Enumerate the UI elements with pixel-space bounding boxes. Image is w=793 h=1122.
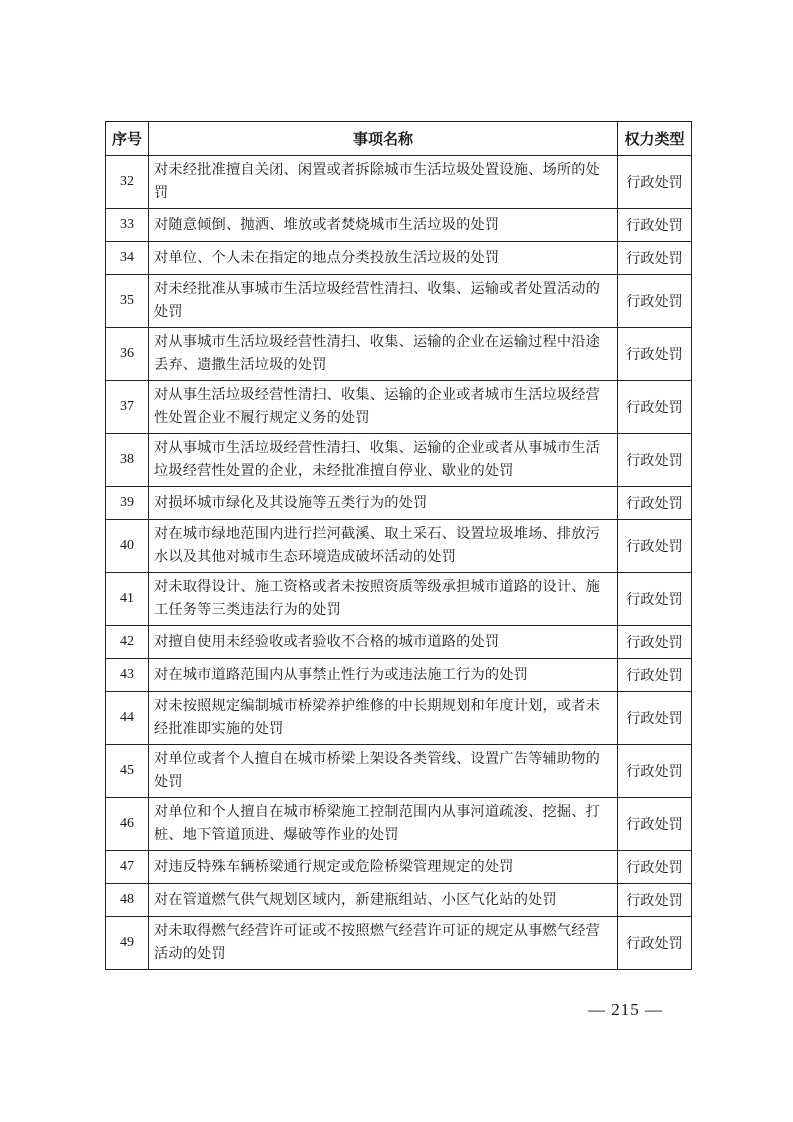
row-no: 39 (106, 487, 149, 520)
row-no: 38 (106, 434, 149, 487)
row-no: 43 (106, 659, 149, 692)
table-row (106, 745, 692, 798)
row-type: 行政处罚 (618, 884, 692, 917)
table-row (106, 692, 692, 745)
row-type: 行政处罚 (618, 851, 692, 884)
row-type: 行政处罚 (618, 275, 692, 328)
row-type: 行政处罚 (618, 156, 692, 209)
row-name: 对在城市绿地范围内进行拦河截溪、取土采石、设置垃圾堆场、排放污水以及其他对城市生态环境造成破坏活动的处罚 (149, 520, 618, 573)
row-no: 40 (106, 520, 149, 573)
row-name: 对未经批准擅自关闭、闲置或者拆除城市生活垃圾处置设施、场所的处罚 (149, 156, 618, 209)
items-table (105, 121, 692, 970)
row-no: 41 (106, 573, 149, 626)
row-type: 行政处罚 (618, 328, 692, 381)
row-no: 32 (106, 156, 149, 209)
row-name: 对擅自使用未经验收或者验收不合格的城市道路的处罚 (149, 626, 618, 659)
row-no: 34 (106, 242, 149, 275)
header-name: 事项名称 (149, 122, 618, 156)
table-row (106, 520, 692, 573)
table-row (106, 626, 692, 659)
row-type: 行政处罚 (618, 917, 692, 970)
header-no: 序号 (106, 122, 149, 156)
row-type: 行政处罚 (618, 434, 692, 487)
table-row (106, 434, 692, 487)
row-type: 行政处罚 (618, 659, 692, 692)
row-type: 行政处罚 (618, 209, 692, 242)
row-name: 对未经批准从事城市生活垃圾经营性清扫、收集、运输或者处置活动的处罚 (149, 275, 618, 328)
table-row (106, 242, 692, 275)
row-name: 对单位和个人擅自在城市桥梁施工控制范围内从事河道疏浚、挖掘、打桩、地下管道顶进、爆破等作业的处罚 (149, 798, 618, 851)
row-type: 行政处罚 (618, 487, 692, 520)
table-row (106, 156, 692, 209)
table-row (106, 851, 692, 884)
row-name: 对从事生活垃圾经营性清扫、收集、运输的企业或者城市生活垃圾经营性处置企业不履行规定义务的处罚 (149, 381, 618, 434)
table-header-row (106, 122, 692, 156)
table-row (106, 659, 692, 692)
row-type: 行政处罚 (618, 798, 692, 851)
row-type: 行政处罚 (618, 573, 692, 626)
row-no: 42 (106, 626, 149, 659)
row-type: 行政处罚 (618, 626, 692, 659)
page-number: — 215 — (588, 1000, 663, 1019)
row-name: 对未取得燃气经营许可证或不按照燃气经营许可证的规定从事燃气经营活动的处罚 (149, 917, 618, 970)
row-no: 47 (106, 851, 149, 884)
row-type: 行政处罚 (618, 242, 692, 275)
row-no: 49 (106, 917, 149, 970)
row-name: 对从事城市生活垃圾经营性清扫、收集、运输的企业在运输过程中沿途丢弃、遗撒生活垃圾的处罚 (149, 328, 618, 381)
row-name: 对损坏城市绿化及其设施等五类行为的处罚 (149, 487, 618, 520)
row-no: 37 (106, 381, 149, 434)
table-row (106, 798, 692, 851)
row-no: 35 (106, 275, 149, 328)
row-no: 36 (106, 328, 149, 381)
table-row (106, 381, 692, 434)
row-name: 对在城市道路范围内从事禁止性行为或违法施工行为的处罚 (149, 659, 618, 692)
table-row (106, 487, 692, 520)
row-no: 33 (106, 209, 149, 242)
row-name: 对未取得设计、施工资格或者未按照资质等级承担城市道路的设计、施工任务等三类违法行为的处罚 (149, 573, 618, 626)
table-row (106, 209, 692, 242)
row-no: 46 (106, 798, 149, 851)
row-name: 对未按照规定编制城市桥梁养护维修的中长期规划和年度计划，或者未经批准即实施的处罚 (149, 692, 618, 745)
row-name: 对随意倾倒、抛洒、堆放或者焚烧城市生活垃圾的处罚 (149, 209, 618, 242)
row-type: 行政处罚 (618, 745, 692, 798)
row-name: 对从事城市生活垃圾经营性清扫、收集、运输的企业或者从事城市生活垃圾经营性处置的企业，未经批准擅自停业、歇业的处罚 (149, 434, 618, 487)
table-row (106, 573, 692, 626)
row-name: 对违反特殊车辆桥梁通行规定或危险桥梁管理规定的处罚 (149, 851, 618, 884)
row-type: 行政处罚 (618, 692, 692, 745)
row-no: 45 (106, 745, 149, 798)
row-no: 44 (106, 692, 149, 745)
table-row (106, 275, 692, 328)
row-name: 对单位或者个人擅自在城市桥梁上架设各类管线、设置广告等辅助物的处罚 (149, 745, 618, 798)
table-row (106, 917, 692, 970)
row-type: 行政处罚 (618, 520, 692, 573)
row-no: 48 (106, 884, 149, 917)
table-row (106, 328, 692, 381)
table-row (106, 884, 692, 917)
row-name: 对在管道燃气供气规划区域内，新建瓶组站、小区气化站的处罚 (149, 884, 618, 917)
row-name: 对单位、个人未在指定的地点分类投放生活垃圾的处罚 (149, 242, 618, 275)
header-type: 权力类型 (618, 122, 692, 156)
row-type: 行政处罚 (618, 381, 692, 434)
